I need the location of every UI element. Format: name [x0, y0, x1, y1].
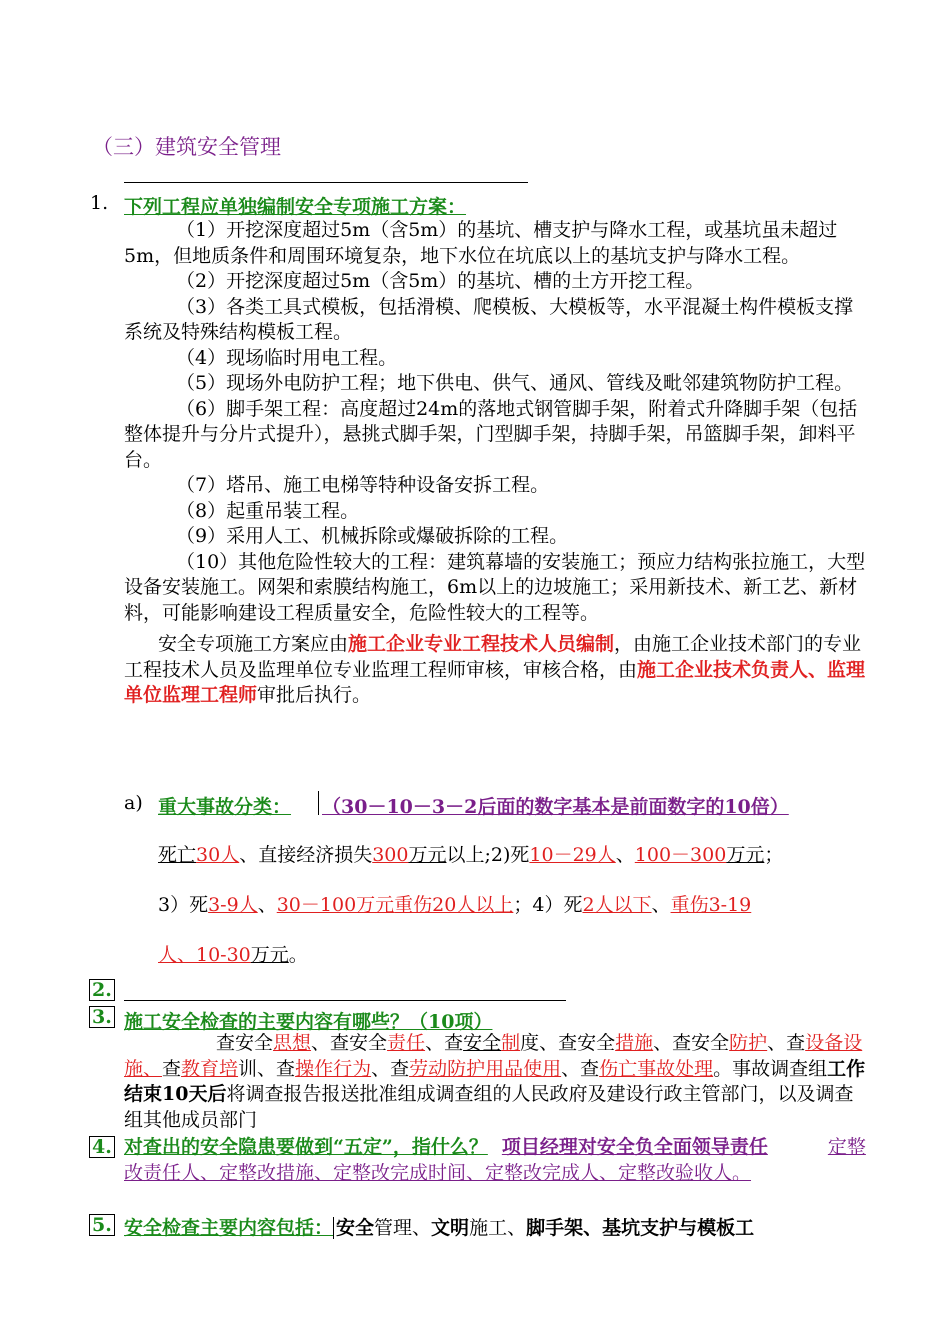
accident-line-1: 死亡30人、直接经济损失300万元以上;2)死10－29人、100－300万元；: [158, 844, 784, 866]
section-title: （三）建筑安全管理: [92, 135, 281, 159]
approval-paragraph: 安全专项施工方案应由施工企业专业工程技术人员编制，由施工企业技术部门的专业工程技术人员及监理单位专业监理工程师审核，审核合格，由施工企业技术负责人、监理单位监理工程师审批后执行。: [124, 633, 866, 706]
entry-1: （1）开挖深度超过5m（含5m）的基坑、槽支护与降水工程，或基坑虽未超过5m，但地质条件和周围环境复杂，地下水位在坑底以上的基坑支护与降水工程。: [124, 219, 838, 267]
item2-rule: [124, 1000, 566, 1001]
item5-line: 安全检查主要内容包括： 安全管理、文明施工、脚手架、基坑支护与模板工: [124, 1217, 755, 1239]
accident-line-3: 人、10-30万元。: [158, 944, 308, 966]
entry-3: （3）各类工具式模板，包括滑模、爬模板、大模板等，水平混凝土构件模板支撑系统及特殊结构模板工程。: [124, 295, 854, 343]
item4-number: 4.: [89, 1136, 115, 1158]
item4-responsibility: 项目经理对安全负全面领导责任: [501, 1136, 768, 1158]
entry-8: （8）起重吊装工程。: [176, 499, 360, 522]
item3-body: 查安全思想、查安全责任、查安全制度、查安全措施、查安全防护、查设备设施、查教育培训、查操作行为、查劳动防护用品使用、查伤亡事故处理。事故调查组工作结束10天后将调查报告报送批准组成调查组的人民政府及建设行政主管部门，以及调查组其他成员部门: [124, 1032, 866, 1131]
entry-6: （6）脚手架工程：高度超过24m的落地式钢管脚手架，附着式升降脚手架（包括整体提升与分片式提升），悬挑式脚手架，门型脚手架，持脚手架，吊篮脚手架，卸料平台。: [124, 397, 858, 471]
item4-five-points: 定整改责任人、定整改措施、定整改完成时间、定整改完成人、定整改验收人。: [124, 1136, 866, 1184]
entry-2: （2）开挖深度超过5m（含5m）的基坑、槽的土方开挖工程。: [176, 270, 705, 292]
item2-number: 2.: [89, 979, 115, 1001]
accident-line-2: 3）死3-9人、30－100万元重伤20人以上；4）死2人以下、重伤3-19: [158, 894, 752, 916]
entry-10: （10）其他危险性较大的工程：建筑幕墙的安装施工；预应力结构张拉施工，大型设备安装施工。网架和索膜结构施工，6m以上的边坡施工；采用新技术、新工艺、新材料，可能影响建设工程质量安全，危险性较大的工程等。: [124, 550, 866, 624]
item1-body: [124, 218, 868, 709]
item5-heading: 安全检查主要内容包括：: [124, 1217, 334, 1239]
item1-heading: 下列工程应单独编制安全专项施工方案：: [124, 196, 467, 218]
accident-label: a): [124, 792, 143, 814]
author-role: 施工企业专业工程技术人员编制: [348, 633, 615, 655]
item3-heading: 施工安全检查的主要内容有哪些？（10项）: [124, 1011, 493, 1033]
item4-heading: 对查出的安全隐患要做到“五定”，指什么？: [124, 1136, 488, 1158]
heading-rule: [124, 182, 528, 183]
entry-9: （9）采用人工、机械拆除或爆破拆除的工程。: [176, 525, 569, 547]
approver-role-2: 监理单位监理工程师: [124, 658, 866, 706]
entry-7: （7）塔吊、施工电梯等特种设备安拆工程。: [176, 474, 550, 496]
accident-heading: 重大事故分类：: [158, 796, 292, 818]
item-number: 1.: [90, 192, 109, 214]
item3-number: 3.: [89, 1006, 115, 1028]
item5-number: 5.: [89, 1214, 115, 1236]
approver-role-1: 施工企业技术负责人: [637, 658, 809, 681]
accident-box: [318, 791, 319, 815]
entry-4: （4）现场临时用电工程。: [176, 346, 398, 369]
item4-body: [124, 1135, 868, 1186]
accident-note: （30－10－3－2后面的数字基本是前面数字的10倍）: [322, 796, 789, 818]
entry-5: （5）现场外电防护工程；地下供电、供气、通风、管线及毗邻建筑物防护工程。: [176, 372, 854, 394]
